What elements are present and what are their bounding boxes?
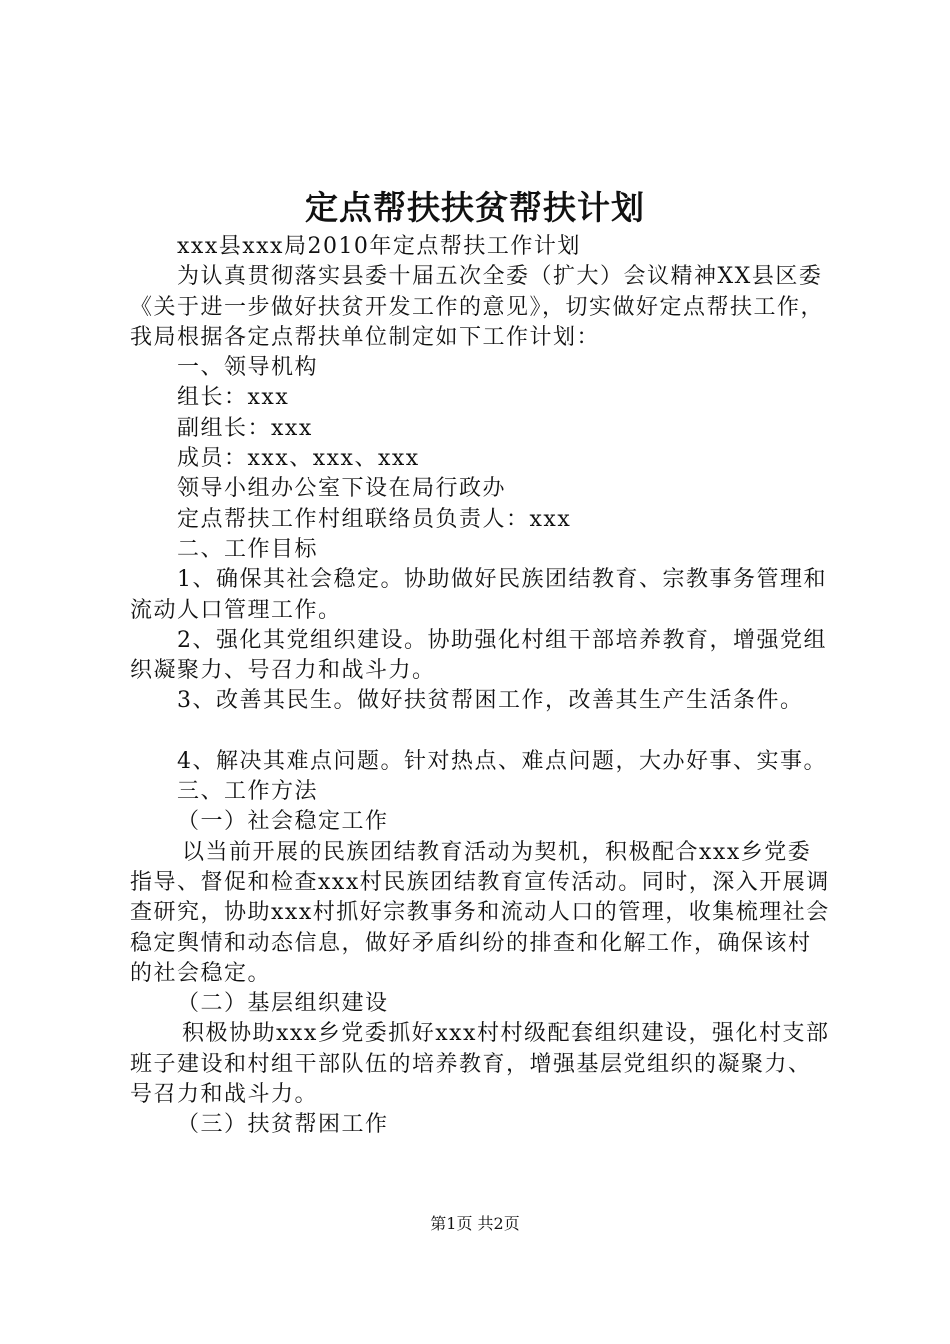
document-title: 定点帮扶扶贫帮扶计划 [305, 188, 645, 227]
paragraph-intro: 为认真贯彻落实县委十届五次全委（扩大）会议精神XX县区委《关于进一步做好扶贫开发工作的意见》，切实做好定点帮扶工作，我局根据各定点帮扶单位制定如下工作计划： [130, 264, 825, 350]
section-heading-1: 一、领导机构 [177, 355, 319, 381]
blank-line [130, 717, 830, 747]
paragraph-members: 成员：xxx、xxx、xxx [177, 446, 420, 472]
paragraph-liaison: 定点帮扶工作村组联络员负责人：xxx [177, 506, 572, 532]
paragraph-office: 领导小组办公室下设在局行政办 [177, 476, 507, 502]
paragraph-method-2: 积极协助xxx乡党委抓好xxx村村级配套组织建设，强化村支部班子建设和村组干部队伍的培养教育，增强基层党组织的凝聚力、号召力和战斗力。 [130, 1021, 830, 1108]
document-body [130, 232, 830, 1141]
paragraph-goal-4: 4、解决其难点问题。针对热点、难点问题，大办好事、实事。 [177, 748, 827, 774]
paragraph-goal-3: 3、改善其民生。做好扶贫帮困工作，改善其生产生活条件。 [177, 688, 804, 714]
page-footer: 第1页 共2页 [430, 1214, 520, 1233]
paragraph-deputy-leader: 副组长：xxx [177, 415, 313, 441]
paragraph-leader: 组长：xxx [177, 385, 290, 411]
paragraph-goal-1: 1、确保其社会稳定。协助做好民族团结教育、宗教事务管理和流动人口管理工作。 [130, 567, 827, 623]
paragraph-goal-2: 2、强化其党组织建设。协助强化村组干部培养教育，增强党组织凝聚力、号召力和战斗力。 [130, 627, 827, 684]
subsection-heading-2: （二）基层组织建设 [177, 991, 389, 1017]
subsection-heading-1: （一）社会稳定工作 [177, 809, 389, 835]
paragraph-method-1: 以当前开展的民族团结教育活动为契机，积极配合xxx乡党委指导、督促和检查xxx村民族团结教育宣传活动。同时，深入开展调查研究，协助xxx村抓好宗教事务和流动人口的管理，收集梳理社会稳定舆情和动态信息，做好矛盾纠纷的排查和化解工作，确保该村的社会稳定。 [130, 839, 830, 986]
section-heading-2: 二、工作目标 [177, 536, 319, 562]
paragraph-plan-heading: xxx县xxx局2010年定点帮扶工作计划 [177, 234, 581, 259]
subsection-heading-3: （三）扶贫帮困工作 [177, 1112, 389, 1138]
section-heading-3: 三、工作方法 [177, 779, 319, 805]
